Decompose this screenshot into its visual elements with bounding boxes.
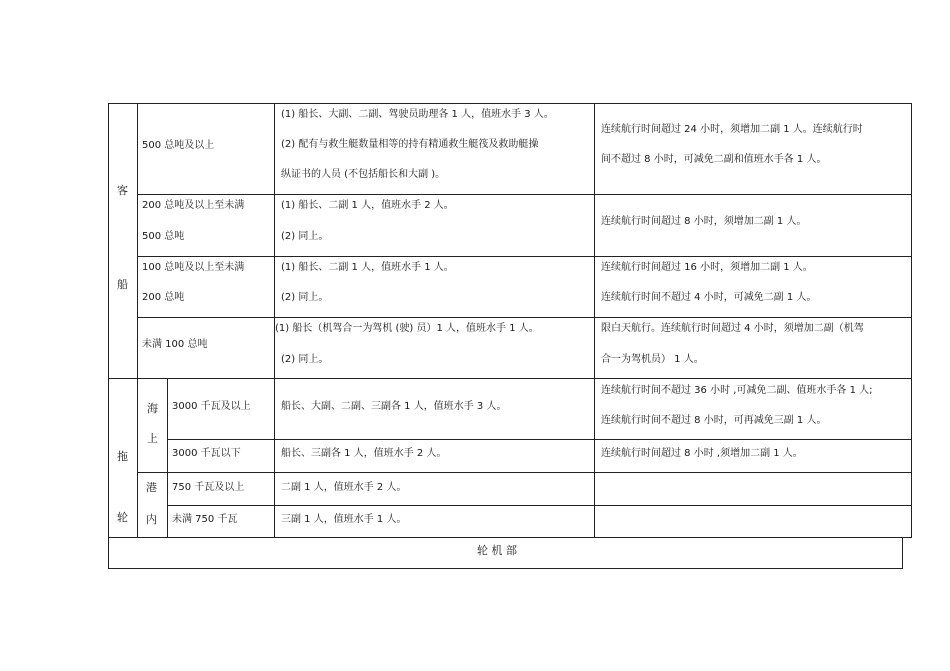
- tonnage-cell: 100 总吨及以上至未满: [142, 262, 245, 273]
- subcategory-port-char: 内: [146, 513, 157, 526]
- tonnage-cell: 200 总吨: [142, 292, 185, 303]
- navigation-note-line: 连续航行时间不超过 36 小时 ,可减免二副、值班水手各 1 人;: [601, 385, 873, 396]
- tonnage-cell: 未满 100 总吨: [142, 339, 208, 350]
- row-divider: [137, 317, 912, 318]
- column-divider: [594, 103, 595, 537]
- column-divider: [274, 103, 275, 537]
- table-top-border: [108, 103, 912, 104]
- crew-requirement-line: (1) 船长、二副 1 人，值班水手 2 人。: [281, 200, 454, 211]
- navigation-note-line: 合一为驾机员） 1 人。: [601, 354, 704, 365]
- power-cell: 3000 千瓦以下: [172, 448, 241, 459]
- tonnage-cell: 500 总吨及以上: [142, 140, 215, 151]
- crew-requirement-line: 二副 1 人，值班水手 2 人。: [281, 482, 407, 493]
- section-title-engine-department: 轮 机 部: [477, 544, 517, 557]
- navigation-note-line: 连续航行时间不超过 8 小时，可再减免三副 1 人。: [601, 415, 827, 426]
- navigation-note-line: 连续航行时间超过 24 小时，须增加二副 1 人。连续航行时: [601, 124, 863, 135]
- column-divider: [137, 103, 138, 537]
- row-divider: [167, 505, 912, 506]
- crew-requirement-line: 船长、大副、二副、三副各 1 人，值班水手 3 人。: [281, 401, 507, 412]
- crew-requirement-line: 船长、三副各 1 人，值班水手 2 人。: [281, 448, 447, 459]
- power-cell: 未满 750 千瓦: [172, 514, 238, 525]
- navigation-note-line: 限白天航行。连续航行时间超过 4 小时，须增加二副（机驾: [601, 323, 864, 334]
- crew-requirement-line: (2) 配有与救生艇数量相等的持有精通救生艇筏及救助艇操: [281, 139, 539, 150]
- column-divider: [167, 378, 168, 537]
- crew-requirement-line: (1) 船长、二副 1 人，值班水手 1 人。: [281, 262, 454, 273]
- category-tug-char: 轮: [117, 511, 128, 524]
- table-left-border: [108, 103, 109, 569]
- navigation-note-line: 连续航行时间超过 16 小时，须增加二副 1 人。: [601, 262, 813, 273]
- crew-requirement-line: 三副 1 人，值班水手 1 人。: [281, 514, 407, 525]
- crew-requirement-line: (2) 同上。: [281, 231, 329, 242]
- crew-requirement-line: (2) 同上。: [281, 292, 329, 303]
- section-divider: [108, 378, 912, 379]
- row-divider: [137, 472, 912, 473]
- footer-bottom-border: [108, 568, 903, 569]
- crew-requirement-line: (2) 同上。: [281, 354, 329, 365]
- row-divider: [137, 194, 912, 195]
- power-cell: 750 千瓦及以上: [172, 482, 245, 493]
- navigation-note-line: 连续航行时间超过 8 小时 ,须增加二副 1 人。: [601, 448, 803, 459]
- row-divider: [167, 439, 912, 440]
- power-cell: 3000 千瓦及以上: [172, 401, 251, 412]
- table-right-border: [911, 103, 912, 537]
- tonnage-cell: 500 总吨: [142, 231, 185, 242]
- tonnage-cell: 200 总吨及以上至未满: [142, 200, 245, 211]
- row-divider: [137, 256, 912, 257]
- crew-requirement-line: 纵证书的人员 (不包括船长和大副 )。: [281, 169, 446, 180]
- category-tug-char: 拖: [117, 450, 128, 463]
- subcategory-port-char: 港: [146, 481, 157, 494]
- category-passenger-char: 船: [117, 278, 128, 291]
- category-passenger-char: 客: [117, 184, 128, 197]
- navigation-note-line: 间不超过 8 小时，可减免二副和值班水手各 1 人。: [601, 154, 827, 165]
- crew-requirement-line: (1) 船长、大副、二副、驾驶员助理各 1 人，值班水手 3 人。: [281, 109, 554, 120]
- subcategory-sea-char: 上: [147, 432, 158, 445]
- navigation-note-line: 连续航行时间不超过 4 小时，可减免二副 1 人。: [601, 292, 817, 303]
- crew-requirement-line: (1) 船长（机驾合一为驾机 (驶) 员）1 人，值班水手 1 人。: [275, 323, 539, 334]
- footer-right-border: [902, 537, 903, 569]
- table-bottom-border: [108, 537, 912, 538]
- subcategory-sea-char: 海: [147, 402, 158, 415]
- navigation-note-line: 连续航行时间超过 8 小时，须增加二副 1 人。: [601, 216, 807, 227]
